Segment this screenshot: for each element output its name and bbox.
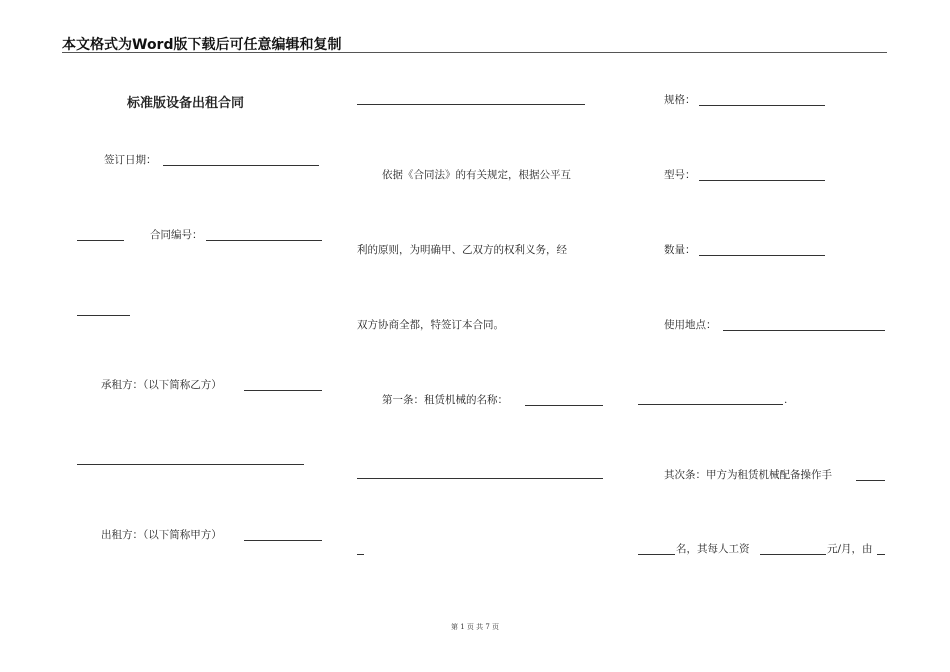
model-label: 型号： xyxy=(664,169,696,181)
article2-line-2-mid: 名，其每人工资 xyxy=(676,543,750,555)
machine-name-continuation-blank xyxy=(357,478,603,479)
intro-line-3: 双方协商全都，特签订本合同。 xyxy=(357,319,504,331)
article2-line-2-end: 元/月，由 xyxy=(827,543,873,555)
intro-line-2: 利的原则，为明确甲、乙双方的权利义务，经 xyxy=(357,244,567,256)
col2-trailing-blank xyxy=(357,554,364,555)
page-number: 第 1 页 共 7 页 xyxy=(450,623,500,631)
quantity-blank xyxy=(699,255,825,256)
contract-no-blank xyxy=(206,240,322,241)
model-blank xyxy=(699,180,825,181)
location-label: 使用地点： xyxy=(664,319,717,331)
wage-payer-blank xyxy=(877,554,885,555)
location-blank xyxy=(723,330,885,331)
lessor-blank xyxy=(244,540,322,541)
lessee-address-blank xyxy=(77,464,304,465)
spec-blank xyxy=(699,105,825,106)
intro-line-1: 依据《合同法》的有关规定，根据公平互 xyxy=(382,169,571,181)
wage-blank xyxy=(760,554,826,555)
sign-date-label: 签订日期： xyxy=(104,154,157,166)
operator-count-blank xyxy=(856,480,885,481)
download-banner: 本文格式为Word版下载后可任意编辑和复制 xyxy=(62,37,342,53)
quantity-label: 数量： xyxy=(664,244,696,256)
col2-top-blank xyxy=(357,104,585,105)
location-continuation-blank xyxy=(638,404,783,405)
contract-no-label: 合同编号： xyxy=(150,229,203,241)
sign-date-blank xyxy=(163,165,319,166)
contract-no-continuation-blank xyxy=(77,315,130,316)
operator-count-continuation-blank xyxy=(638,554,675,555)
article2-line-1: 其次条：甲方为租赁机械配备操作手 xyxy=(664,469,832,481)
contract-prefix-blank xyxy=(77,240,124,241)
spec-label: 规格： xyxy=(664,94,696,106)
lessee-blank xyxy=(244,390,322,391)
article1-label: 第一条：租赁机械的名称： xyxy=(382,394,508,406)
location-end-mark: . xyxy=(784,394,788,406)
banner-divider xyxy=(62,52,887,53)
machine-name-blank xyxy=(525,405,603,406)
lessee-label: 承租方：（以下简称乙方） xyxy=(101,379,222,391)
lessor-label: 出租方：（以下简称甲方） xyxy=(101,529,222,541)
document-title: 标准版设备出租合同 xyxy=(127,96,245,111)
